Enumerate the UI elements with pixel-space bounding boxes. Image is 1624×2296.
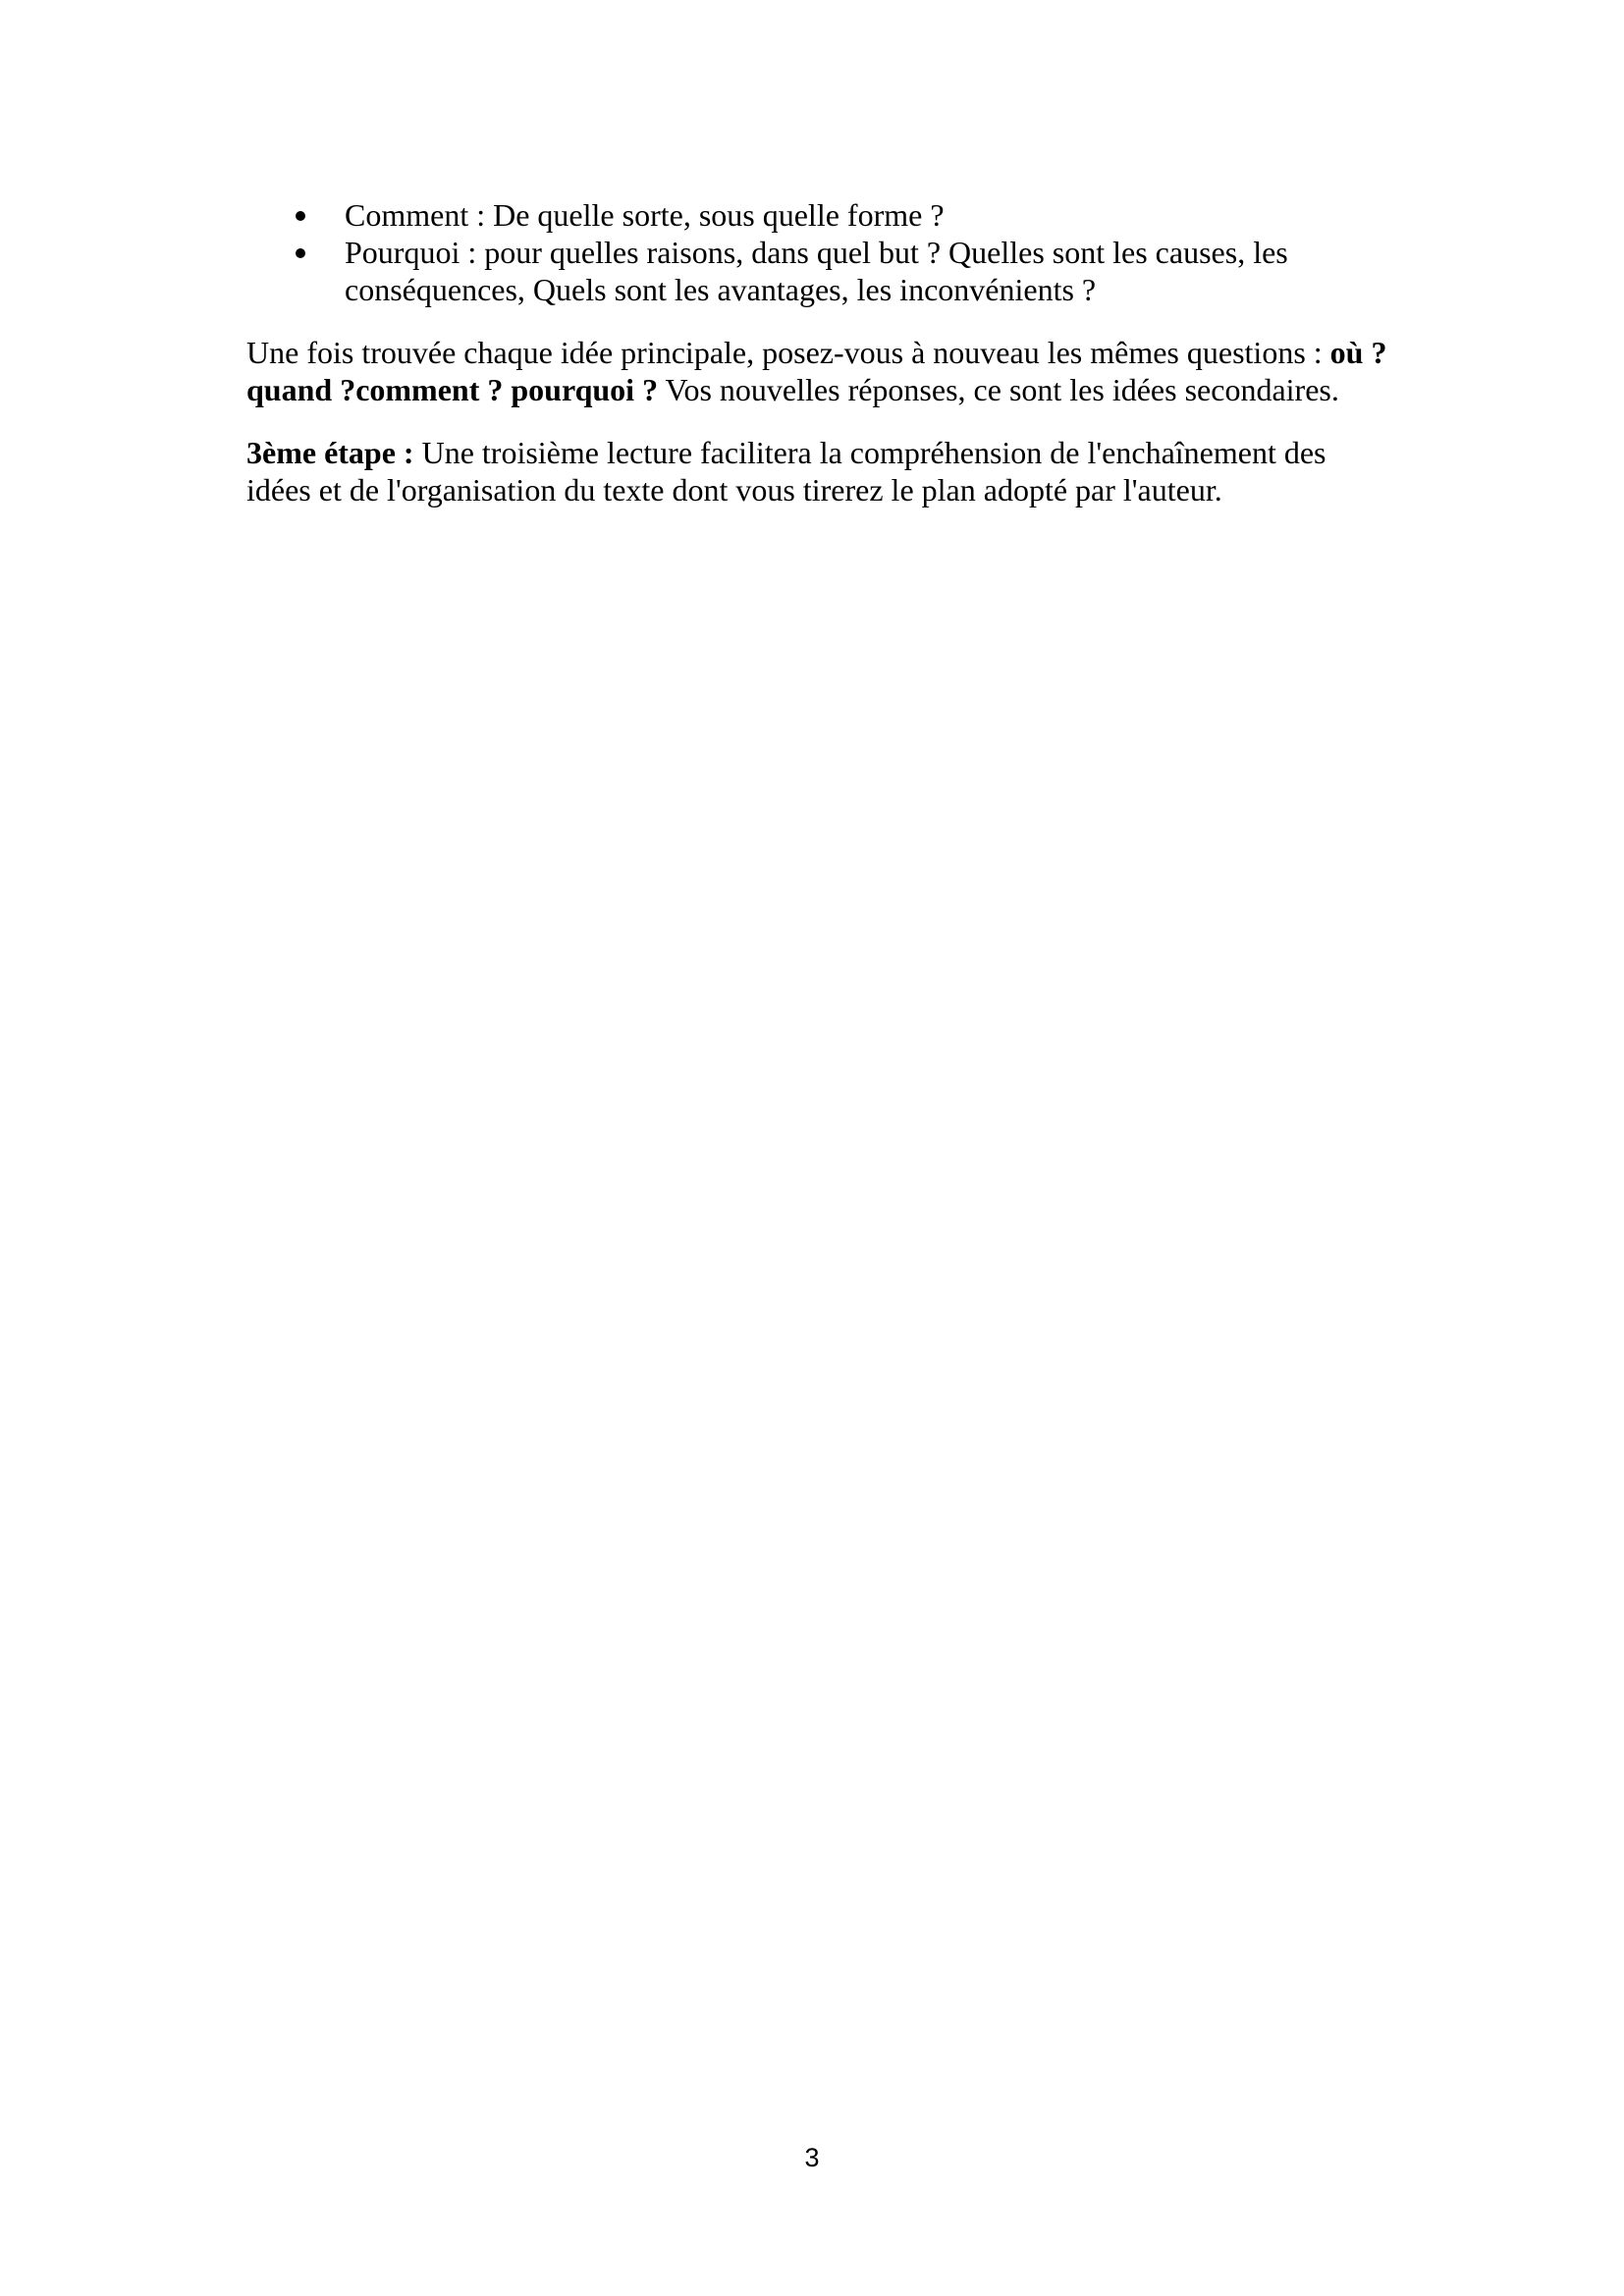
- bullet-icon: [296, 211, 305, 221]
- bold-questions: où ? quand ?comment ? pourquoi ?: [246, 335, 1387, 407]
- paragraph-rest-text: Vos nouvelles réponses, ce sont les idées secondaires.: [658, 372, 1339, 407]
- page-content: [246, 196, 1395, 508]
- page-number: 3: [804, 2143, 820, 2172]
- paragraph-intro-text: Une fois trouvée chaque idée principale, posez-vous à nouveau les mêmes questions :: [246, 335, 1330, 370]
- paragraph-step-three: [246, 434, 1395, 508]
- bullet-text: Comment : De quelle sorte, sous quelle forme ?: [345, 197, 945, 233]
- paragraph-secondary-ideas: [246, 334, 1395, 408]
- step-text: Une troisième lecture facilitera la compréhension de l'enchaînement des idées et de l'organisation du texte dont vous tirerez le plan adopté par l'auteur.: [246, 435, 1326, 507]
- bullet-list: [246, 196, 1395, 308]
- bullet-text: Pourquoi : pour quelles raisons, dans quel but ? Quelles sont les causes, les conséquences, Quels sont les avantages, les inconvénients ?: [345, 235, 1288, 307]
- bullet-icon: [296, 248, 305, 258]
- list-item: [246, 196, 1395, 234]
- step-label: 3ème étape :: [246, 435, 414, 470]
- list-item: [246, 234, 1395, 308]
